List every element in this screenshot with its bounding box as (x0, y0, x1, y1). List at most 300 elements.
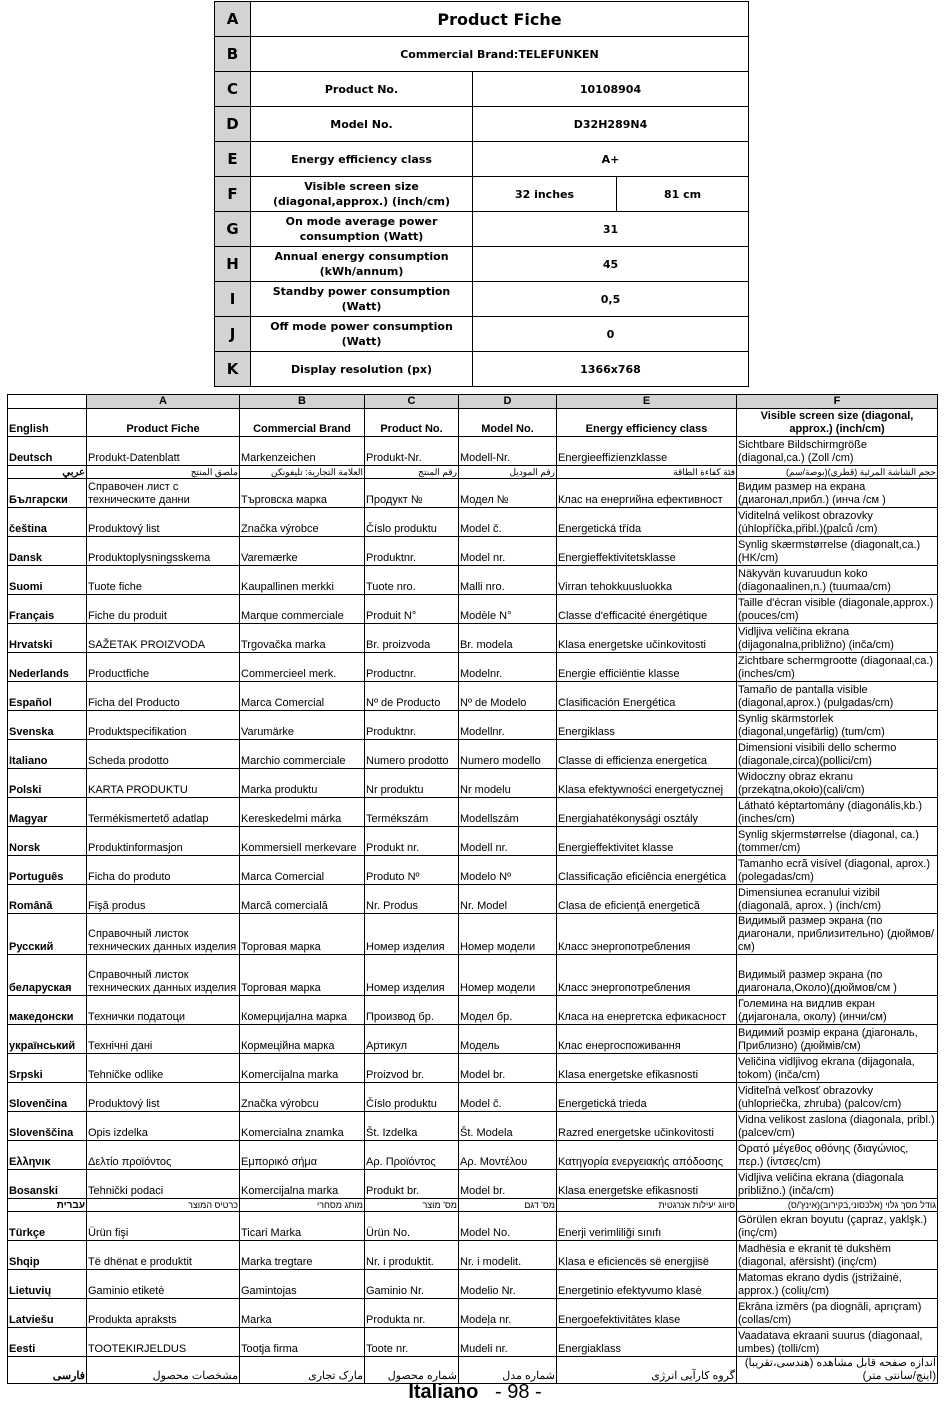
translation-cell: Gamintojas (240, 1270, 365, 1299)
translation-row (8, 996, 938, 1025)
translation-row (8, 1025, 938, 1054)
translation-cell: Energiahatékonysági osztály (557, 798, 737, 827)
fiche-row-label: Annual energy consumption (kWh/annum) (251, 247, 473, 282)
translation-cell: Nr. i produktit. (365, 1241, 459, 1270)
translation-cell: Торговая марка (240, 914, 365, 955)
translation-cell: Madhësia e ekranit të dukshëm (diagonal, afërsisht) (inç/cm) (737, 1241, 938, 1270)
translation-cell: Opis izdelka (87, 1112, 240, 1141)
translation-cell: Ürün fişi (87, 1212, 240, 1241)
translation-cell: Virran tehokkuusluokka (557, 566, 737, 595)
translation-row (8, 1299, 938, 1328)
translation-cell: Energiklass (557, 711, 737, 740)
translation-cell: Produkta apraksts (87, 1299, 240, 1328)
language-name: Русский (8, 914, 87, 955)
translation-cell: מותג מסחרי (240, 1199, 365, 1212)
translation-cell: Справочный листок технических данных изделия (87, 914, 240, 955)
fiche-row-value: A+ (473, 142, 749, 177)
translation-cell: Produktspecifikation (87, 711, 240, 740)
translation-cell: Marca Comercial (240, 682, 365, 711)
fiche-row-letter: H (215, 247, 251, 282)
fiche-row-letter: C (215, 72, 251, 107)
translation-cell: Viditelná velikost obrazovky (úhlopříčka,přibl.)(palců /cm) (737, 508, 938, 537)
translation-cell: Produkt br. (365, 1170, 459, 1199)
translation-cell: Markenzeichen (240, 437, 365, 466)
translation-cell: Energieffektivitetsklasse (557, 537, 737, 566)
translation-cell: גודל מסך גלוי (אלכסוני,בקירוב)(אינץ'/ס) (737, 1199, 938, 1212)
translation-cell: Клас енергоспоживання (557, 1025, 737, 1054)
translation-cell: Tehnički podaci (87, 1170, 240, 1199)
corner-cell (8, 395, 87, 409)
translation-cell: Látható képtartomány (diagonális,kb.) (inches/cm) (737, 798, 938, 827)
footer-language: Italiano (408, 1381, 479, 1403)
translation-cell: Класс энергопотребления (557, 914, 737, 955)
fiche-row-e (215, 142, 749, 177)
language-name: український (8, 1025, 87, 1054)
fiche-row-letter: F (215, 177, 251, 212)
language-name: Bosanski (8, 1170, 87, 1199)
language-name: Srpski (8, 1054, 87, 1083)
translation-cell: Energieffektivitet klasse (557, 827, 737, 856)
translation-cell: حجم الشاشة المرئية (قطري)(بوصة/سم) (737, 466, 938, 479)
translation-cell: Varumärke (240, 711, 365, 740)
translation-cell: Modèle N° (459, 595, 557, 624)
translation-cell: Производ бр. (365, 996, 459, 1025)
language-name: Magyar (8, 798, 87, 827)
translation-cell: Nr. i modelit. (459, 1241, 557, 1270)
language-name: Latviešu (8, 1299, 87, 1328)
translation-cell: Αρ. Μοντέλου (459, 1141, 557, 1170)
language-name: Shqip (8, 1241, 87, 1270)
fiche-row-label: Off mode power consumption (Watt) (251, 317, 473, 352)
translation-cell: Tamanho ecrã visível (diagonal, aprox.) (polegadas/cm) (737, 856, 938, 885)
translation-cell: Energoefektivitātes klase (557, 1299, 737, 1328)
fiche-row-letter: G (215, 212, 251, 247)
translation-cell: Modelnr. (459, 653, 557, 682)
translation-cell: Vaadatava ekraani suurus (diagonaal, umbes) (tolli/cm) (737, 1328, 938, 1357)
translation-cell: Značka výrobcu (240, 1083, 365, 1112)
translation-cell: Modell-Nr. (459, 437, 557, 466)
translation-row (8, 1170, 938, 1199)
translation-cell: Näkyvän kuvaruudun koko (diagonaalinen,n.) (tuumaa/cm) (737, 566, 938, 595)
translation-cell: Br. proizvoda (365, 624, 459, 653)
translation-cell: Komercijalna marka (240, 1054, 365, 1083)
language-name: македонски (8, 996, 87, 1025)
translation-cell: Produit N° (365, 595, 459, 624)
translation-cell: رقم المنتج (365, 466, 459, 479)
translation-cell: Modellszám (459, 798, 557, 827)
translation-row (8, 856, 938, 885)
translation-cell: Ticari Marka (240, 1212, 365, 1241)
translation-cell: Номер модели (459, 955, 557, 996)
translation-cell: Търговска марка (240, 479, 365, 508)
language-name: Lietuvių (8, 1270, 87, 1299)
translation-cell: Energetická trieda (557, 1083, 737, 1112)
translation-row (8, 624, 938, 653)
translation-cell: Modeļa nr. (459, 1299, 557, 1328)
translation-row (8, 537, 938, 566)
translation-row (8, 1357, 938, 1384)
translation-cell: Vidna velikost zaslona (diagonala, pribl.) (palcev/cm) (737, 1112, 938, 1141)
translation-cell: Visible screen size (diagonal, approx.) (inch/cm) (737, 409, 938, 437)
fiche-row-label: Display resolution (px) (251, 352, 473, 387)
translation-cell: Synlig skärmstorlek (diagonal,ungefärlig) (tum/cm) (737, 711, 938, 740)
translation-cell: Značka výrobce (240, 508, 365, 537)
translation-cell: Energie efficiëntie klasse (557, 653, 737, 682)
translation-row (8, 1270, 938, 1299)
fiche-row-value: 10108904 (473, 72, 749, 107)
translation-cell: Model No. (459, 1212, 557, 1241)
translation-row (8, 1199, 938, 1212)
fiche-row-value-2: 81 cm (617, 177, 749, 212)
translation-cell: Κατηγορία ενεργειακής απόδοσης (557, 1141, 737, 1170)
translation-cell: Комерцијална марка (240, 996, 365, 1025)
translation-cell: Product No. (365, 409, 459, 437)
translation-cell: Varemærke (240, 537, 365, 566)
translation-cell: Klasa energetske efikasnosti (557, 1054, 737, 1083)
translation-cell: Ορατό μέγεθος οθόνης (διαγώνιος, περ.) (ίντσες/cm) (737, 1141, 938, 1170)
translation-cell: Nr. Produs (365, 885, 459, 914)
translation-cell: Klasa energetske učinkovitosti (557, 624, 737, 653)
translation-cell: Produkta nr. (365, 1299, 459, 1328)
translation-cell: Dimensiunea ecranului vizibil (diagonală, aprox. ) (inch/cm) (737, 885, 938, 914)
translation-cell: Razred energetske učinkovitosti (557, 1112, 737, 1141)
fiche-row-a (215, 2, 749, 37)
translation-cell: Marcă comercială (240, 885, 365, 914)
language-name: čeština (8, 508, 87, 537)
translation-cell: Viditeľná veľkosť obrazovky (uhlopriečka, zhruba) (palcov/cm) (737, 1083, 938, 1112)
fiche-row-letter: D (215, 107, 251, 142)
translation-row (8, 566, 938, 595)
fiche-row-letter: A (215, 2, 251, 37)
translation-row (8, 1241, 938, 1270)
language-name: Norsk (8, 827, 87, 856)
translation-cell: Product Fiche (87, 409, 240, 437)
translation-cell: Produkt-Datenblatt (87, 437, 240, 466)
translation-cell: Kommersiell merkevare (240, 827, 365, 856)
translation-cell: Produkt nr. (365, 827, 459, 856)
translation-cell: Големина на видлив екран (дијагонала, околу) (инчи/см) (737, 996, 938, 1025)
translation-cell: Clasificación Energética (557, 682, 737, 711)
translation-cell: Nr. Model (459, 885, 557, 914)
fiche-row-b (215, 37, 749, 72)
fiche-row-label: Energy efficiency class (251, 142, 473, 177)
language-name: Eesti (8, 1328, 87, 1357)
language-name: Suomi (8, 566, 87, 595)
translation-cell: Modelio Nr. (459, 1270, 557, 1299)
translation-cell: گروه کارآیی انرژی (557, 1357, 737, 1384)
translation-cell: Nr produktu (365, 769, 459, 798)
translation-cell: Vidljiva veličina ekrana (diagonala približno.) (inča/cm) (737, 1170, 938, 1199)
translation-cell: Model br. (459, 1170, 557, 1199)
translation-cell: Productnr. (365, 653, 459, 682)
translation-cell: Продукт № (365, 479, 459, 508)
translation-cell: Productfiche (87, 653, 240, 682)
translation-cell: Ficha do produto (87, 856, 240, 885)
translation-row (8, 740, 938, 769)
translation-cell: Номер изделия (365, 914, 459, 955)
translation-cell: Tuote fiche (87, 566, 240, 595)
translation-cell: العلامة التجارية: تليفونكن (240, 466, 365, 479)
language-name: Español (8, 682, 87, 711)
translation-cell: Справочный листок технических данных изделия (87, 955, 240, 996)
fiche-row-c (215, 72, 749, 107)
translation-cell: Номер модели (459, 914, 557, 955)
translation-cell: Scheda prodotto (87, 740, 240, 769)
translation-cell: Taille d'écran visible (diagonale,approx.) (pouces/cm) (737, 595, 938, 624)
translation-cell: Enerji verimliliği sınıfı (557, 1212, 737, 1241)
translation-cell: Fiche du produit (87, 595, 240, 624)
translation-row (8, 1212, 938, 1241)
column-letter: C (365, 395, 459, 409)
translation-cell: מס' מוצר (365, 1199, 459, 1212)
translation-cell: Marka produktu (240, 769, 365, 798)
translation-row (8, 914, 938, 955)
translation-cell: Komercialna znamka (240, 1112, 365, 1141)
translation-cell: Технички податоци (87, 996, 240, 1025)
column-letter: F (737, 395, 938, 409)
fiche-row-label: Product Fiche (251, 2, 749, 37)
translation-row (8, 955, 938, 996)
translation-cell: Commercieel merk. (240, 653, 365, 682)
fiche-row-letter: J (215, 317, 251, 352)
translation-cell: فئة كفاءة الطاقة (557, 466, 737, 479)
translation-cell: SAŽETAK PROIZVODA (87, 624, 240, 653)
translation-cell: مارک تجاری (240, 1357, 365, 1384)
translation-cell: Energy efficiency class (557, 409, 737, 437)
fiche-row-value: 0 (473, 317, 749, 352)
fiche-row-label: Standby power consumption (Watt) (251, 282, 473, 317)
translation-cell: Matomas ekrano dydis (įstrižainė, approx.) (colių/cm) (737, 1270, 938, 1299)
translation-row (8, 409, 938, 437)
translation-cell: Classificação eficiência energética (557, 856, 737, 885)
language-name: Italiano (8, 740, 87, 769)
translation-cell: TOOTEKIRJELDUS (87, 1328, 240, 1357)
fiche-row-letter: I (215, 282, 251, 317)
translation-cell: Proizvod br. (365, 1054, 459, 1083)
translation-cell: Commercial Brand (240, 409, 365, 437)
language-name: Svenska (8, 711, 87, 740)
language-name: Ελληνικ (8, 1141, 87, 1170)
translation-cell: Görülen ekran boyutu (çapraz, yaklşk.) (inç/cm) (737, 1212, 938, 1241)
translation-cell: Справочен лист с техническите данни (87, 479, 240, 508)
translation-cell: رقم الموديل (459, 466, 557, 479)
translation-cell: مشخصات محصول (87, 1357, 240, 1384)
translation-cell: Synlig skjermstørrelse (diagonal, ca.) (tommer/cm) (737, 827, 938, 856)
fiche-row-letter: E (215, 142, 251, 177)
translation-row (8, 479, 938, 508)
translation-cell: Marchio commerciale (240, 740, 365, 769)
translation-cell: شماره مدل (459, 1357, 557, 1384)
translation-cell: Clasa de eficienţă energetică (557, 885, 737, 914)
translation-cell: Marka (240, 1299, 365, 1328)
translation-row (8, 827, 938, 856)
translation-cell: Tuote nro. (365, 566, 459, 595)
product-fiche-table (214, 1, 749, 387)
language-name: Português (8, 856, 87, 885)
translation-cell: Numero prodotto (365, 740, 459, 769)
column-letter-row (8, 395, 938, 409)
translation-row (8, 1112, 938, 1141)
translation-cell: Produto Nº (365, 856, 459, 885)
translation-cell: Modellnr. (459, 711, 557, 740)
fiche-row-letter: K (215, 352, 251, 387)
translation-cell: Кормецiйна марка (240, 1025, 365, 1054)
translation-row (8, 508, 938, 537)
translation-cell: סיווג יעילות אנרגטית (557, 1199, 737, 1212)
translation-cell: Produktinformasjon (87, 827, 240, 856)
translation-cell: Energetická třída (557, 508, 737, 537)
column-letter: E (557, 395, 737, 409)
translation-cell: Synlig skærmstørrelse (diagonalt,ca.) (HK/cm) (737, 537, 938, 566)
translation-cell: Št. Izdelka (365, 1112, 459, 1141)
translation-cell: Zichtbare schermgrootte (diagonaal,ca.) (inches/cm) (737, 653, 938, 682)
translation-table (7, 394, 938, 1384)
translation-cell: Klasa e eficiencës së energjisë (557, 1241, 737, 1270)
translation-cell: Видимий розмір екрана (діагональ, Приблизно) (дюймів/см) (737, 1025, 938, 1054)
translation-row (8, 466, 938, 479)
translation-cell: Marka tregtare (240, 1241, 365, 1270)
translation-cell: Classe di efficienza energetica (557, 740, 737, 769)
translation-row (8, 769, 938, 798)
translation-row (8, 1083, 938, 1112)
translation-cell: Model č. (459, 508, 557, 537)
translation-cell: Model č. (459, 1083, 557, 1112)
translation-cell: Číslo produktu (365, 508, 459, 537)
translation-cell: Tootja firma (240, 1328, 365, 1357)
translation-cell: Klasa efektywności energetycznej (557, 769, 737, 798)
translation-cell: Sichtbare Bildschirmgröße (diagonal,ca.) (Zoll /cm) (737, 437, 938, 466)
translation-cell: מס' דגם (459, 1199, 557, 1212)
translation-cell: Widoczny obraz ekranu (przekątna,około)(cali/cm) (737, 769, 938, 798)
fiche-row-h (215, 247, 749, 282)
language-name: Dansk (8, 537, 87, 566)
translation-cell: Tehničke odlike (87, 1054, 240, 1083)
translation-row (8, 885, 938, 914)
column-letter: A (87, 395, 240, 409)
translation-cell: Gaminio etiketė (87, 1270, 240, 1299)
language-name: беларуская (8, 955, 87, 996)
translation-row (8, 595, 938, 624)
language-name: Türkçe (8, 1212, 87, 1241)
column-letter: D (459, 395, 557, 409)
translation-cell: Клас на енергийна ефективност (557, 479, 737, 508)
translation-cell: Št. Modela (459, 1112, 557, 1141)
translation-cell: Model nr. (459, 537, 557, 566)
translation-cell: Číslo produktu (365, 1083, 459, 1112)
fiche-row-value: 0,5 (473, 282, 749, 317)
fiche-row-label: On mode average power consumption (Watt) (251, 212, 473, 247)
translation-cell: Ekrāna izmērs (pa diognāli, aprıçram) (collas/cm) (737, 1299, 938, 1328)
translation-cell: Produkt-Nr. (365, 437, 459, 466)
translation-cell: Kereskedelmi márka (240, 798, 365, 827)
language-name: Hrvatski (8, 624, 87, 653)
language-name: Nederlands (8, 653, 87, 682)
translation-cell: Produktový list (87, 1083, 240, 1112)
translation-cell: Model No. (459, 409, 557, 437)
translation-cell: Numero modello (459, 740, 557, 769)
fiche-row-label: Product No. (251, 72, 473, 107)
translation-cell: Fişă produs (87, 885, 240, 914)
translation-cell: Dimensioni visibili dello schermo (diagonale,circa)(pollici/cm) (737, 740, 938, 769)
translation-cell: Trgovačka marka (240, 624, 365, 653)
translation-row (8, 653, 938, 682)
translation-cell: Модел № (459, 479, 557, 508)
translation-cell: Classe d'efficacité énergétique (557, 595, 737, 624)
fiche-row-value: 31 (473, 212, 749, 247)
translation-cell: Produktoplysningsskema (87, 537, 240, 566)
language-name: Slovenčina (8, 1083, 87, 1112)
translation-cell: Produktový list (87, 508, 240, 537)
translation-cell: Produktnr. (365, 537, 459, 566)
translation-cell: Mudeli nr. (459, 1328, 557, 1357)
fiche-row-k (215, 352, 749, 387)
translation-cell: Energiaklass (557, 1328, 737, 1357)
translation-cell: Видимый размер экрана (по диагонала,Около)(дюймов/см ) (737, 955, 938, 996)
translation-cell: Vidljiva veličina ekrana (dijagonalna,približno) (inča/cm) (737, 624, 938, 653)
fiche-row-f (215, 177, 749, 212)
translation-cell: Veličina vidljivog ekrana (dijagonala, tokom) (inča/cm) (737, 1054, 938, 1083)
translation-cell: Видимый размер экрана (по диагонали, приблизительно) (дюймов/см) (737, 914, 938, 955)
translation-cell: Nº de Modelo (459, 682, 557, 711)
language-name: Deutsch (8, 437, 87, 466)
translation-cell: Торговая марка (240, 955, 365, 996)
translation-cell: Δελτίο προϊόντος (87, 1141, 240, 1170)
fiche-row-value: 1366x768 (473, 352, 749, 387)
translation-cell: Модель (459, 1025, 557, 1054)
translation-cell: Tamaño de pantalla visible (diagonal,aprox.) (pulgadas/cm) (737, 682, 938, 711)
translation-cell: Ficha del Producto (87, 682, 240, 711)
translation-cell: Класа на енергетска ефикасност (557, 996, 737, 1025)
translation-cell: اندازه صفحه قابل مشاهده (هندسی،تقریباً) (اینچ/سانتی متر) (737, 1357, 938, 1384)
translation-cell: Αρ. Προϊόντος (365, 1141, 459, 1170)
translation-cell: Номер изделия (365, 955, 459, 996)
fiche-row-label: Model No. (251, 107, 473, 142)
translation-row (8, 682, 938, 711)
page-number: - 98 - (495, 1381, 542, 1403)
language-name: فارسی (8, 1357, 87, 1384)
translation-cell: Nº de Producto (365, 682, 459, 711)
translation-cell: Produktnr. (365, 711, 459, 740)
translation-row (8, 798, 938, 827)
fiche-row-g (215, 212, 749, 247)
language-name: Slovenščina (8, 1112, 87, 1141)
translation-cell: Energetinio efektyvumo klasė (557, 1270, 737, 1299)
translation-cell: Технічні дані (87, 1025, 240, 1054)
translation-cell: Marca Comercial (240, 856, 365, 885)
translation-cell: Të dhënat e produktit (87, 1241, 240, 1270)
fiche-row-i (215, 282, 749, 317)
language-name: Français (8, 595, 87, 624)
translation-cell: Br. modela (459, 624, 557, 653)
translation-cell: Модел бр. (459, 996, 557, 1025)
language-name: Български (8, 479, 87, 508)
translation-cell: Termékismertető adatlap (87, 798, 240, 827)
translation-row (8, 437, 938, 466)
fiche-row-value: 45 (473, 247, 749, 282)
translation-cell: Marque commerciale (240, 595, 365, 624)
translation-cell: Termékszám (365, 798, 459, 827)
language-name: عربي (8, 466, 87, 479)
translation-cell: Εμπορικό σήμα (240, 1141, 365, 1170)
fiche-row-d (215, 107, 749, 142)
translation-cell: Kaupallinen merkki (240, 566, 365, 595)
translation-row (8, 1054, 938, 1083)
translation-cell: ملصق المنتج (87, 466, 240, 479)
translation-cell: Modelo Nº (459, 856, 557, 885)
translation-cell: Modell nr. (459, 827, 557, 856)
language-name: English (8, 409, 87, 437)
translation-cell: Toote nr. (365, 1328, 459, 1357)
